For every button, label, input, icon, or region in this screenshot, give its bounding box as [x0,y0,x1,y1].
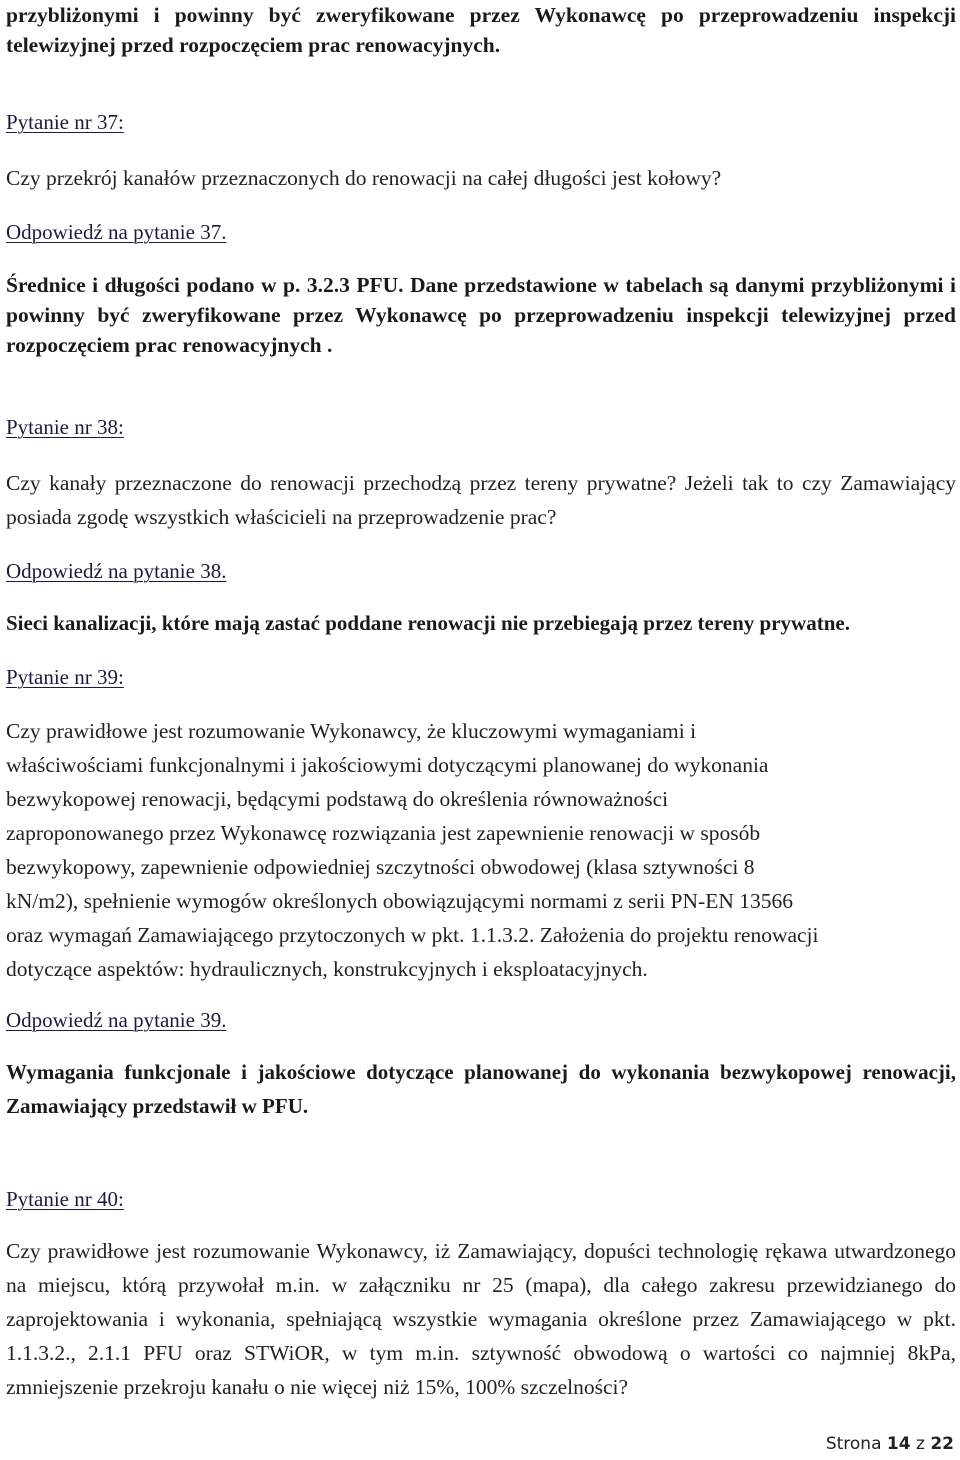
answer-39-text: Wymagania funkcjonale i jakościowe dotyczące planowanej do wykonania bezwykopowej renowacji, Zamawiający przedstawił w PFU. [6,1060,956,1118]
question-40-text: Czy prawidłowe jest rozumowanie Wykonawcy, iż Zamawiający, dopuści technologię rękawa utwardzonego na miejscu, którą przywołał m.in. w załączniku nr 25 (mapa), dla całego zakresu przewidzianego do zaprojektowania i wykonania, spełniającą wszystkie wymagania określone przez Zamawiającego w pkt. 1.1.3.2., 2.1.1 PFU oraz STWiOR, w tym m.in. sztywność obwodową o wartości co najmniej 8kPa, zmniejszenie przekroju kanału o nie więcej niż 15%, 100% szczelności? [6,1239,956,1399]
question-40-heading: Pytanie nr 40: [6,1187,124,1211]
footer-label: Strona [825,1434,882,1454]
answer-38-text: Sieci kanalizacji, które mają zastać poddane renowacji nie przebiegają przez tereny prywatne. [6,611,850,635]
question-39-line: kN/m2), spełnienie wymogów określonych obowiązującymi normami z serii PN-EN 13566 [6,889,793,913]
answer-37-heading: Odpowiedź na pytanie 37. [6,220,227,244]
answer-37-text: Średnice i długości podano w p. 3.2.3 PFU. Dane przedstawione w tabelach są danymi przybliżonymi i powinny być zweryfikowane przez Wykonawcę po przeprowadzeniu inspekcji telewizyjnej przed rozpoczęciem prac renowacyjnych . [6,273,956,357]
question-39-line: bezwykopowy, zapewnienie odpowiedniej szczytności obwodowej (klasa sztywności 8 [6,855,755,879]
question-39-line: zaproponowanego przez Wykonawcę rozwiązania jest zapewnienie renowacji w sposób [6,821,761,845]
question-39-line: dotyczące aspektów: hydraulicznych, konstrukcyjnych i eksploatacyjnych. [6,957,648,981]
question-39-line: właściwościami funkcjonalnymi i jakościowymi dotyczącymi planowanej do wykonania [6,753,769,777]
answer-39-heading: Odpowiedź na pytanie 39. [6,1008,227,1032]
footer-current-page: 14 [886,1434,911,1454]
continuation-paragraph: przybliżonymi i powinny być zweryfikowane przez Wykonawcę po przeprowadzeniu inspekcji telewizyjnej przed rozpoczęciem prac renowacyjnych. [6,3,956,57]
question-39-line: Czy prawidłowe jest rozumowanie Wykonawcy, że kluczowymi wymaganiami i [6,719,697,743]
question-38-text: Czy kanały przeznaczone do renowacji przechodzą przez tereny prywatne? Jeżeli tak to czy Zamawiający posiada zgodę wszystkich właścicieli na przeprowadzenie prac? [6,471,956,529]
question-39-text [6,714,956,986]
page-number-footer [826,1434,954,1454]
question-37-heading: Pytanie nr 37: [6,110,124,134]
answer-38-heading: Odpowiedź na pytanie 38. [6,559,227,583]
question-37-text: Czy przekrój kanałów przeznaczonych do renowacji na całej długości jest kołowy? [6,166,722,190]
question-39-line: oraz wymagań Zamawiającego przytoczonych w pkt. 1.1.3.2. Założenia do projektu renowacji [6,923,819,947]
footer-separator: z [915,1434,925,1454]
footer-total-pages: 22 [930,1434,954,1454]
question-38-heading: Pytanie nr 38: [6,415,124,439]
question-39-heading: Pytanie nr 39: [6,665,124,689]
question-39-line: bezwykopowej renowacji, będącymi podstawą do określenia równoważności [6,787,669,811]
